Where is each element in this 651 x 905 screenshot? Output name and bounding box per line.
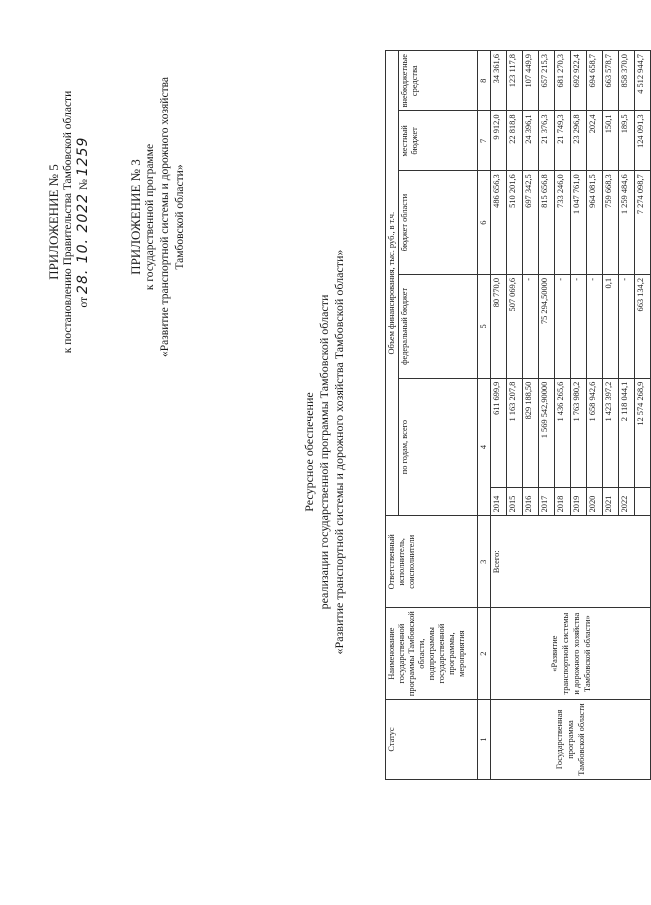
- executor-total-label: Всего:: [491, 516, 651, 608]
- year-cell: 2014: [491, 488, 507, 516]
- local-cell: 150,1: [603, 111, 619, 171]
- col-number: 3: [478, 516, 491, 608]
- program-status: Государственная программа Тамбовской области: [491, 700, 651, 780]
- col-number: 6: [478, 171, 491, 275]
- federal-cell: 75 294,50000: [539, 274, 555, 378]
- col-number: 1: [478, 700, 491, 780]
- annex-decree-ref: к постановлению Правительства Тамбовской области: [62, 90, 74, 354]
- federal-cell: 507 069,6: [507, 274, 523, 378]
- year-cell: [635, 488, 651, 516]
- total-cell: 1 436 265,6: [555, 378, 571, 488]
- federal-cell: 80 770,0: [491, 274, 507, 378]
- annex-program-name-2: Тамбовской области»: [174, 164, 186, 270]
- year-cell: 2019: [571, 488, 587, 516]
- year-cell: 2021: [603, 488, 619, 516]
- federal-cell: -: [523, 274, 539, 378]
- federal-cell: -: [555, 274, 571, 378]
- col-number: 5: [478, 274, 491, 378]
- extra-cell: 4 512 944,7: [635, 51, 651, 111]
- year-cell: 2016: [523, 488, 539, 516]
- federal-cell: -: [571, 274, 587, 378]
- extra-cell: 858 370,0: [619, 51, 635, 111]
- regional-cell: 759 668,3: [603, 171, 619, 275]
- local-cell: 24 396,1: [523, 111, 539, 171]
- col-number: 8: [478, 51, 491, 111]
- regional-cell: 815 656,8: [539, 171, 555, 275]
- number-prefix: №: [78, 179, 90, 191]
- extra-cell: 107 449,9: [523, 51, 539, 111]
- header-row-1: [386, 51, 399, 780]
- federal-cell: 663 134,2: [635, 274, 651, 378]
- total-cell: 829 188,50: [523, 378, 539, 488]
- header-funding-group: Объем финансирования, тыс. руб., в т.ч.: [386, 51, 399, 516]
- handwritten-number: 1259: [75, 136, 91, 177]
- regional-cell: 697 342,5: [523, 171, 539, 275]
- local-cell: 23 296,8: [571, 111, 587, 171]
- total-cell: 12 574 268,9: [635, 378, 651, 488]
- document-title: [302, 32, 347, 872]
- regional-cell: 1 259 484,6: [619, 171, 635, 275]
- year-cell: 2017: [539, 488, 555, 516]
- total-cell: 1 423 397,2: [603, 378, 619, 488]
- federal-cell: 0,1: [603, 274, 619, 378]
- table-row: [491, 51, 507, 780]
- total-cell: 1 163 207,8: [507, 378, 523, 488]
- extra-cell: 657 215,3: [539, 51, 555, 111]
- regional-cell: 510 201,6: [507, 171, 523, 275]
- date-prefix: от: [78, 296, 90, 308]
- annex-to-program: к государственной программе: [144, 143, 156, 291]
- total-cell: 611 699,9: [491, 378, 507, 488]
- title-line-2: реализации государственной программы Тамбовской области: [317, 294, 331, 610]
- local-cell: 21 376,3: [539, 111, 555, 171]
- year-cell: 2018: [555, 488, 571, 516]
- header-executor: Ответственный исполнитель, соисполнители: [386, 516, 478, 608]
- header-federal: федеральный бюджет: [399, 274, 478, 378]
- local-cell: 189,5: [619, 111, 635, 171]
- col-number: 7: [478, 111, 491, 171]
- regional-cell: 733 246,0: [555, 171, 571, 275]
- header-extra: внебюджетные средства: [399, 51, 478, 111]
- column-number-row: [478, 51, 491, 780]
- regional-cell: 1 047 761,0: [571, 171, 587, 275]
- extra-cell: 663 578,7: [603, 51, 619, 111]
- local-cell: 22 818,8: [507, 111, 523, 171]
- handwritten-date: 28. 10. 2022: [75, 192, 91, 294]
- total-cell: 1 569 542,90000: [539, 378, 555, 488]
- local-cell: 9 912,0: [491, 111, 507, 171]
- header-local: местный бюджет: [399, 111, 478, 171]
- regional-cell: 486 656,3: [491, 171, 507, 275]
- extra-cell: 692 922,4: [571, 51, 587, 111]
- header-status: Статус: [386, 700, 478, 780]
- header-regional: бюджет области: [399, 171, 478, 275]
- col-number: 4: [478, 378, 491, 516]
- extra-cell: 34 361,6: [491, 51, 507, 111]
- annex-program-header: [128, 52, 188, 382]
- header-name: Наименование государственной программы Тамбовской области, подпрограммы государственной программы, мероприятия: [386, 608, 478, 700]
- extra-cell: 123 117,8: [507, 51, 523, 111]
- regional-cell: 964 081,5: [587, 171, 603, 275]
- local-cell: 202,4: [587, 111, 603, 171]
- header-total-by-year: по годам, всего: [399, 378, 478, 516]
- total-cell: 1 763 980,2: [571, 378, 587, 488]
- total-cell: 1 658 942,6: [587, 378, 603, 488]
- title-line-3: «Развитие транспортной системы и дорожного хозяйства Тамбовской области»: [332, 249, 346, 655]
- year-cell: 2022: [619, 488, 635, 516]
- regional-cell: 7 274 098,7: [635, 171, 651, 275]
- extra-cell: 681 270,3: [555, 51, 571, 111]
- program-name: «Развитие транспортной системы и дорожного хозяйства Тамбовской области»: [491, 608, 651, 700]
- federal-cell: -: [587, 274, 603, 378]
- annex-number: ПРИЛОЖЕНИЕ № 5: [46, 164, 61, 280]
- annex-3-number: ПРИЛОЖЕНИЕ № 3: [128, 159, 143, 275]
- col-number: 2: [478, 608, 491, 700]
- document-page: [40, 32, 645, 872]
- local-cell: 124 091,3: [635, 111, 651, 171]
- annex-program-name-1: «Развитие транспортной системы и дорожного хозяйства: [159, 77, 171, 357]
- resource-table: [385, 50, 651, 780]
- annex-date-line: [76, 52, 92, 392]
- annex-header: [46, 52, 92, 392]
- year-cell: 2020: [587, 488, 603, 516]
- total-cell: 2 118 044,1: [619, 378, 635, 488]
- title-line-1: Ресурсное обеспечение: [302, 392, 316, 512]
- year-cell: 2015: [507, 488, 523, 516]
- federal-cell: -: [619, 274, 635, 378]
- local-cell: 21 749,3: [555, 111, 571, 171]
- extra-cell: 694 658,7: [587, 51, 603, 111]
